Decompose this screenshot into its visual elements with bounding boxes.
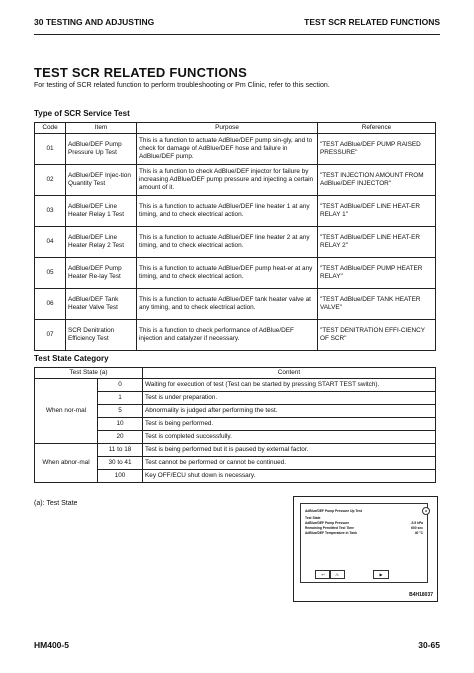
manual-page <box>34 12 440 662</box>
cell-code: 01 <box>35 134 66 165</box>
table-row <box>35 196 436 227</box>
screen-line-label: AdBlue/DEF Temperature in Tank <box>305 531 357 535</box>
cell-reference: "TEST DENITRATION EFFI-CIENCY OF SCR" <box>318 320 436 351</box>
table-row <box>35 165 436 196</box>
cell-purpose: This is a function to actuate AdBlue/DEF pump sin-gly, and to check for damage of AdBlue/DEF hose and failure in AdBlue/DEF pump. <box>137 134 318 165</box>
service-test-rows <box>35 134 436 351</box>
col-reference: Reference <box>318 123 436 134</box>
figure-id: B4H18037 <box>409 592 433 598</box>
cell-purpose: This is a function to check performance of AdBlue/DEF injection and catalyzer if necessary. <box>137 320 318 351</box>
monitor-display <box>300 503 428 583</box>
header-section: 30 TESTING AND ADJUSTING <box>34 17 155 27</box>
table-row <box>35 444 436 457</box>
state-category-rows <box>35 379 436 483</box>
cell-group-label: When abnor-mal <box>35 444 98 483</box>
cell-code: 04 <box>35 227 66 258</box>
screen-line-label: AdBlue/DEF Pump Pressure <box>305 521 350 525</box>
cell-reference: "TEST INJECTION AMOUNT FROM AdBlue/DEF INJECTOR" <box>318 165 436 196</box>
cell-code: 05 <box>35 258 66 289</box>
cell-content: Test is completed successfully. <box>143 431 436 444</box>
cell-reference: "TEST AdBlue/DEF LINE HEAT-ER RELAY 2" <box>318 227 436 258</box>
cell-state-value: 5 <box>98 405 143 418</box>
cell-item: AdBlue/DEF Line Heater Relay 1 Test <box>66 196 137 227</box>
page-title: TEST SCR RELATED FUNCTIONS <box>34 65 247 80</box>
cell-purpose: This is a function to actuate AdBlue/DEF pump heat-er at any timing, and to check electrical action. <box>137 258 318 289</box>
cell-code: 06 <box>35 289 66 320</box>
cell-reference: "TEST AdBlue/DEF LINE HEAT-ER RELAY 1" <box>318 196 436 227</box>
cell-code: 02 <box>35 165 66 196</box>
state-category-table <box>34 367 436 483</box>
page-number: 30-65 <box>418 640 440 650</box>
warning-icon: ⚠ <box>329 570 345 579</box>
cell-reference: "TEST AdBlue/DEF PUMP HEATER RELAY" <box>318 258 436 289</box>
cell-code: 03 <box>35 196 66 227</box>
table-row <box>35 379 436 392</box>
monitor-screen-figure <box>293 496 438 602</box>
machine-model: HM400-5 <box>34 640 69 650</box>
cell-item: AdBlue/DEF Line Heater Relay 2 Test <box>66 227 137 258</box>
page-header <box>34 12 440 35</box>
cell-group-label: When nor-mal <box>35 379 98 444</box>
cell-state-value: 0 <box>98 379 143 392</box>
cell-state-value: 11 to 18 <box>98 444 143 457</box>
cell-content: Waiting for execution of test (Test can be started by pressing START TEST switch). <box>143 379 436 392</box>
start-test-icon: ▶ <box>373 570 389 579</box>
table-header-row <box>35 368 436 379</box>
screen-line-label: Test State <box>305 516 321 520</box>
table-row <box>35 289 436 320</box>
intro-text: For testing of SCR related function to perform troubleshooting or Pm Clinic, refer to this section. <box>34 82 330 89</box>
cell-purpose: This is a function to actuate AdBlue/DEF line heater 1 at any timing, and to check electrical action. <box>137 196 318 227</box>
cell-item: AdBlue/DEF Pump Pressure Up Test <box>66 134 137 165</box>
cell-state-value: 20 <box>98 431 143 444</box>
screen-line-value: -5.5 kPa <box>410 521 423 525</box>
cell-state-value: 100 <box>98 470 143 483</box>
service-test-table <box>34 122 436 351</box>
cell-state-value: 1 <box>98 392 143 405</box>
screen-line-value: 40 °C <box>414 531 423 535</box>
cell-content: Abnormality is judged after performing the test. <box>143 405 436 418</box>
col-item: Item <box>66 123 137 134</box>
service-test-title: Type of SCR Service Test <box>34 109 130 118</box>
cell-content: Key OFF/ECU shut down is necessary. <box>143 470 436 483</box>
cell-item: AdBlue/DEF Pump Heater Re-lay Test <box>66 258 137 289</box>
table-header-row <box>35 123 436 134</box>
col-purpose: Purpose <box>137 123 318 134</box>
cell-content: Test is under preparation. <box>143 392 436 405</box>
cell-reference: "TEST AdBlue/DEF TANK HEATER VALVE" <box>318 289 436 320</box>
cell-content: Test is being performed but it is paused by external factor. <box>143 444 436 457</box>
cell-content: Test cannot be performed or cannot be continued. <box>143 457 436 470</box>
cell-purpose: This is a function to actuate AdBlue/DEF tank heater valve at any timing, and to check electrical action. <box>137 289 318 320</box>
cell-state-value: 30 to 41 <box>98 457 143 470</box>
state-category-title: Test State Category <box>34 354 109 363</box>
screen-line-value: 600 sec <box>411 526 423 530</box>
figure-caption: (a): Test State <box>34 500 78 507</box>
col-test-state: Test State (a) <box>35 368 143 379</box>
cell-item: SCR Denitration Efficiency Test <box>66 320 137 351</box>
table-row <box>35 227 436 258</box>
col-code: Code <box>35 123 66 134</box>
cell-item: AdBlue/DEF Tank Heater Valve Test <box>66 289 137 320</box>
header-topic: TEST SCR RELATED FUNCTIONS <box>304 17 440 27</box>
table-row <box>35 258 436 289</box>
table-row <box>35 134 436 165</box>
cell-content: Test is being performed. <box>143 418 436 431</box>
test-state-marker: a <box>422 507 430 515</box>
return-icon: ↩ <box>315 570 331 579</box>
cell-purpose: This is a function to actuate AdBlue/DEF line heater 2 at any timing, and to check electrical action. <box>137 227 318 258</box>
screen-line-label: Remaining Permitted Test Time <box>305 526 354 530</box>
cell-code: 07 <box>35 320 66 351</box>
screen-title: AdBlue/DEF Pump Pressure Up Test <box>305 509 362 513</box>
table-row <box>35 320 436 351</box>
cell-purpose: This is a function to check AdBlue/DEF injector for failure by increasing AdBlue/DEF pump pressure and injecting a certain amount of it. <box>137 165 318 196</box>
col-content: Content <box>143 368 436 379</box>
cell-item: AdBlue/DEF Injec-tion Quantity Test <box>66 165 137 196</box>
cell-state-value: 10 <box>98 418 143 431</box>
cell-reference: "TEST AdBlue/DEF PUMP RAISED PRESSURE" <box>318 134 436 165</box>
